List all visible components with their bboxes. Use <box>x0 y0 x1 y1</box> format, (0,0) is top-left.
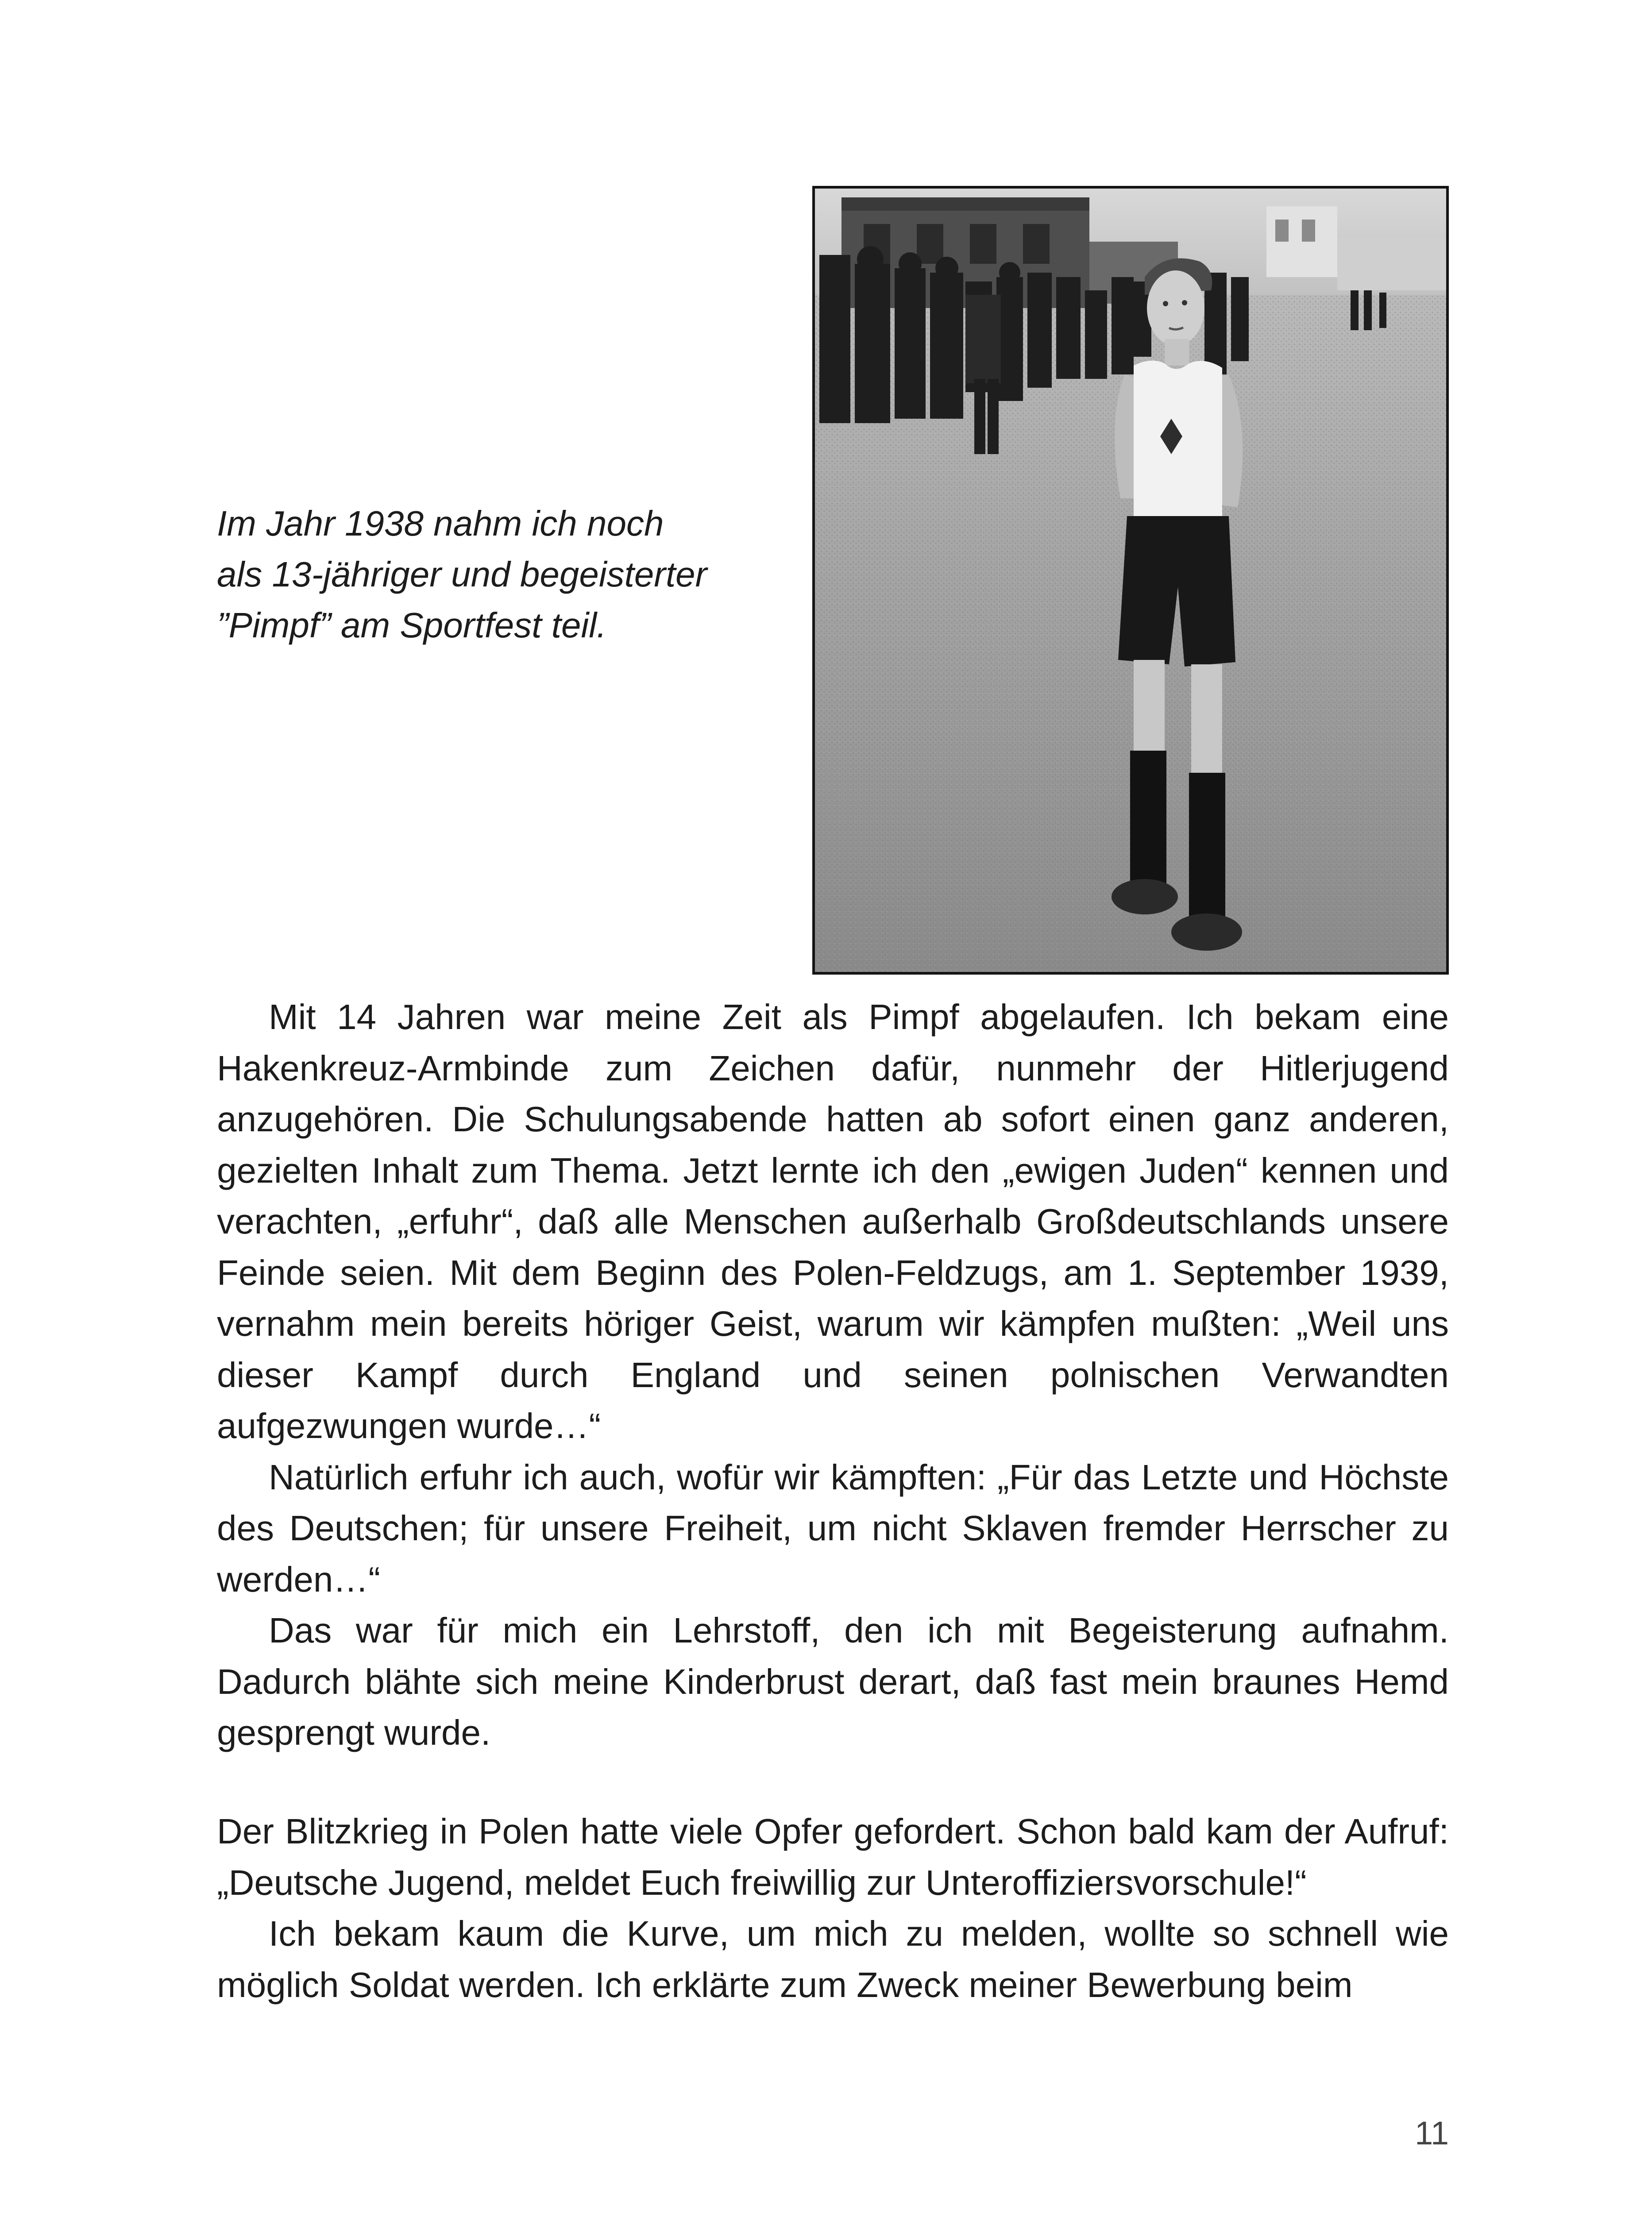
photo-boy-sports-uniform-icon <box>815 189 1446 972</box>
historical-photo <box>812 186 1449 975</box>
page-number: 11 <box>1415 2115 1449 2151</box>
main-text-section-2 <box>217 1806 1449 2010</box>
caption-line: ”Pimpf” am Sportfest teil. <box>217 605 607 645</box>
paragraph: Natürlich erfuhr ich auch, wofür wir kämpften: „Für das Letzte und Höchste des Deutschen; für unsere Freiheit, um nicht Sklaven fremder Herrscher zu werden…“ <box>217 1457 1449 1599</box>
paragraph: Das war für mich ein Lehrstoff, den ich mit Begeisterung aufnahm. Dadurch blähte sich meine Kinderbrust derart, daß fast mein braunes Hemd gesprengt wurde. <box>217 1611 1449 1752</box>
paragraph: Der Blitzkrieg in Polen hatte viele Opfer gefordert. Schon bald kam der Aufruf: „Deutsche Jugend, meldet Euch freiwillig zur Unteroffiziersvorschule!“ <box>217 1812 1449 1902</box>
paragraph: Mit 14 Jahren war meine Zeit als Pimpf abgelaufen. Ich bekam eine Hakenkreuz-Armbinde zum Zeichen dafür, nunmehr der Hitlerjugend anzugehören. Die Schulungsabende hatten ab sofort einen ganz anderen, gezielten Inhalt zum Thema. Jetzt lernte ich den „ewigen Juden“ kennen und verachten, „erfuhr“, daß alle Menschen außerhalb Großdeutschlands unsere Feinde seien. Mit dem Beginn des Polen-Feldzugs, am 1. September 1939, vernahm mein bereits höriger Geist, warum wir kämpfen mußten: „Weil uns dieser Kampf durch England und seinen polnischen Verwandten aufgezwungen wurde…“ <box>217 997 1449 1446</box>
caption-line: Im Jahr 1938 nahm ich noch <box>217 504 664 543</box>
main-text-section-1 <box>217 991 1449 1758</box>
photo-caption <box>217 498 770 651</box>
paragraph: Ich bekam kaum die Kurve, um mich zu melden, wollte so schnell wie möglich Soldat werden. Ich erklärte zum Zweck meiner Bewerbung beim <box>217 1914 1449 2005</box>
caption-line: als 13-jähriger und begeisterter <box>217 555 707 594</box>
